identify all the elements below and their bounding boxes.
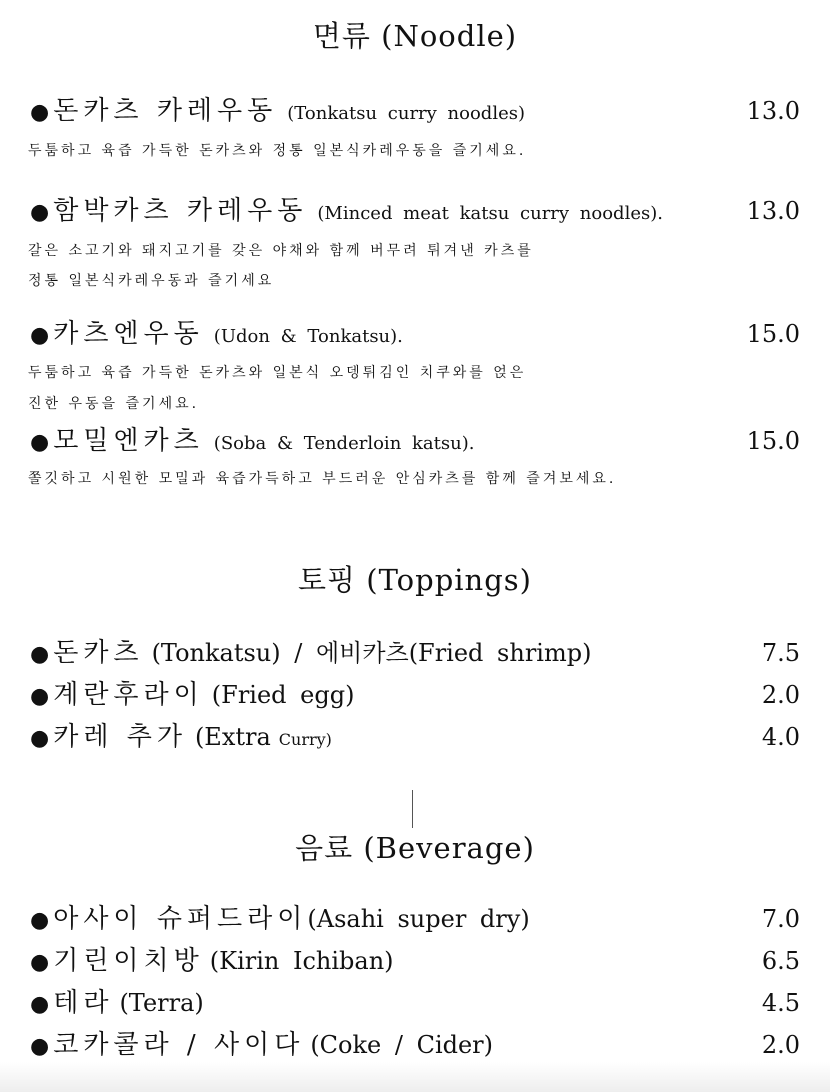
bullet-icon: ● <box>30 430 50 455</box>
item-price: 4.0 <box>761 723 800 751</box>
bullet-icon: ● <box>30 323 50 348</box>
item-price: 15.0 <box>746 427 800 455</box>
section-title-toppings: 토핑 (Toppings) <box>298 563 532 597</box>
item-name-ko: 카레 추가 <box>53 722 187 752</box>
item-description: 쫄깃하고 시원한 모밀과 육즙가득하고 부드러운 안심카츠를 함께 즐겨보세요. <box>28 471 617 487</box>
menu-item-momil-en-katsu <box>30 420 800 457</box>
item-price: 13.0 <box>746 197 800 225</box>
item-name-ko: 돈카츠 <box>53 638 144 668</box>
bottom-shadow <box>0 1062 830 1092</box>
bullet-icon: ● <box>30 100 50 125</box>
item-price: 2.0 <box>761 681 800 709</box>
item-name-ko: 테라 <box>53 988 114 1018</box>
menu-item-katsu-en-udon <box>30 313 800 350</box>
item-name-en: (Terra) <box>119 989 204 1017</box>
menu-item-hambak-katsu-curry-udon <box>30 190 800 227</box>
item-description: 갈은 소고기와 돼지고기를 갖은 야채와 함께 버무려 튀겨낸 카츠를 <box>28 243 534 259</box>
text-cursor <box>412 790 413 828</box>
bullet-icon: ● <box>30 950 50 975</box>
beverage-item-coke-cider <box>30 1024 800 1061</box>
bullet-icon: ● <box>30 642 50 667</box>
item-name-ko: 계란후라이 <box>53 680 204 710</box>
item-name-ko: 모밀엔카츠 <box>53 426 204 456</box>
item-price: 2.0 <box>761 1031 800 1059</box>
topping-item-extra-curry <box>30 716 800 753</box>
item-name-en: (Tonkatsu) / 에비카츠(Fried shrimp) <box>151 639 592 667</box>
beverage-item-kirin <box>30 940 800 977</box>
item-name-en: (Kirin Ichiban) <box>209 947 394 975</box>
item-name-ko: 아사이 슈퍼드라이 <box>53 904 308 934</box>
item-price: 4.5 <box>761 989 800 1017</box>
topping-item-fried-egg <box>30 674 800 711</box>
item-name-ko: 돈카츠 카레우동 <box>53 96 278 126</box>
item-name-en: (Extra <box>194 723 271 751</box>
bullet-icon: ● <box>30 992 50 1017</box>
section-title-noodle: 면류 (Noodle) <box>312 19 518 53</box>
item-description: 정통 일본식카레우동과 즐기세요 <box>28 273 275 289</box>
item-name-en: (Tonkatsu curry noodles) <box>287 103 525 124</box>
item-name-en: (Minced meat katsu curry noodles). <box>317 203 663 224</box>
bullet-icon: ● <box>30 1034 50 1059</box>
item-name-en: (Coke / Cider) <box>310 1031 494 1059</box>
beverage-item-terra <box>30 982 800 1019</box>
item-name-ko: 카츠엔우동 <box>53 319 204 349</box>
item-name-en: (Fried egg) <box>211 681 355 709</box>
item-name-ko: 코카콜라 / 사이다 <box>53 1030 305 1060</box>
item-name-en: (Udon & Tonkatsu). <box>213 326 403 347</box>
bullet-icon: ● <box>30 200 50 225</box>
bullet-icon: ● <box>30 726 50 751</box>
menu-item-tonkatsu-curry-udon <box>30 90 800 127</box>
item-name-ko: 함박카츠 카레우동 <box>53 196 308 226</box>
item-description: 두툼하고 육즙 가득한 돈카츠와 정통 일본식카레우동을 즐기세요. <box>28 143 527 159</box>
bullet-icon: ● <box>30 684 50 709</box>
item-price: 13.0 <box>746 97 800 125</box>
item-price: 6.5 <box>761 947 800 975</box>
bullet-icon: ● <box>30 908 50 933</box>
section-title-beverage: 음료 (Beverage) <box>295 831 535 865</box>
item-name-en: (Asahi super dry) <box>307 905 530 933</box>
topping-item-tonkatsu <box>30 632 800 669</box>
item-price: 15.0 <box>746 320 800 348</box>
item-price: 7.0 <box>761 905 800 933</box>
item-description: 진한 우동을 즐기세요. <box>28 396 200 412</box>
item-description: 두툼하고 육즙 가득한 돈카츠와 일본식 오뎅튀김인 치쿠와를 얹은 <box>28 365 527 381</box>
item-name-ko: 기린이치방 <box>53 946 204 976</box>
item-name-en: (Soba & Tenderloin katsu). <box>213 433 475 454</box>
beverage-item-asahi <box>30 898 800 935</box>
item-name-en-small: Curry) <box>278 730 332 749</box>
item-price: 7.5 <box>761 639 800 667</box>
